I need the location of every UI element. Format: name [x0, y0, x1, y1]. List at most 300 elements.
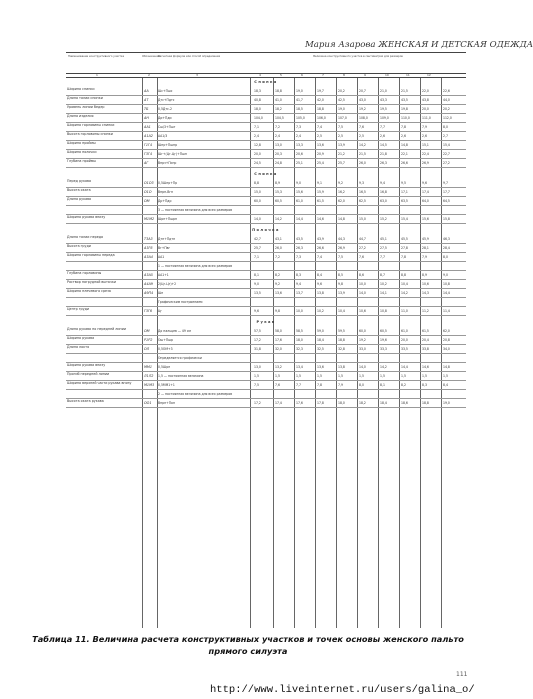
cell-value: 11,2	[422, 309, 429, 313]
cell-value: 15,1	[422, 143, 429, 147]
cell-value: 41,7	[296, 98, 303, 102]
cell-value: 104,5	[275, 116, 284, 120]
cell-value: 1,5	[380, 374, 385, 378]
cell-value: 26,0	[359, 161, 366, 165]
cell-value: 13,6	[275, 291, 282, 295]
cell-value: 1,5	[317, 374, 322, 378]
cell-value: 12,8	[254, 143, 261, 147]
table-note-row	[66, 206, 466, 215]
cell-value: 104,0	[254, 116, 263, 120]
cell-value: 10,4	[338, 309, 345, 313]
table-row	[66, 280, 466, 289]
cell-value: 41,0	[275, 98, 282, 102]
cell-value: 15,2	[380, 217, 387, 221]
table-row	[66, 215, 466, 224]
table-row	[66, 197, 466, 206]
cell-value: 28,4	[443, 246, 450, 250]
row-formula: Шрн+Пшрн	[158, 217, 178, 221]
cell-value: 63,0	[380, 199, 387, 203]
cell-value: 2,6	[422, 134, 427, 138]
cell-value: 25,1	[296, 161, 303, 165]
cell-value: 25,4	[317, 161, 324, 165]
row-label: Центр груди	[67, 307, 90, 311]
column-number: 12	[427, 73, 431, 77]
cell-value: 14,8	[338, 217, 345, 221]
row-symbol: Р1Р2	[144, 338, 153, 342]
cell-value: 1,5	[422, 374, 427, 378]
cell-value: 59,0	[317, 329, 324, 333]
cell-value: 13,3	[296, 143, 303, 147]
column-number: 5	[280, 73, 282, 77]
cell-value: 10,2	[380, 282, 387, 286]
cell-value: 44,3	[338, 237, 345, 241]
table-row	[66, 132, 466, 141]
cell-value: 10,8	[443, 282, 450, 286]
cell-value: 8,3	[296, 273, 301, 277]
cell-value: 14,2	[380, 365, 387, 369]
row-label: Длина изделия	[67, 114, 94, 118]
cell-value: 18,3	[254, 89, 261, 93]
row-formula: Шг+(Цг-Цг)+Пшп	[158, 152, 187, 156]
cell-value: 14,0	[359, 291, 366, 295]
cell-value: 10,4	[401, 282, 408, 286]
cell-value: 60,5	[275, 199, 282, 203]
cell-value: 62,0	[338, 199, 345, 203]
table-row	[66, 123, 466, 132]
cell-value: 9,1	[317, 181, 322, 185]
row-symbol: А3Г6	[144, 246, 153, 250]
row-formula: Впрп+Поп	[158, 401, 175, 405]
cell-value: 19,0	[443, 401, 450, 405]
cell-value: 15,6	[422, 217, 429, 221]
cell-value: 27,5	[380, 246, 387, 250]
cell-value: 27,2	[359, 246, 366, 250]
cell-value: 15,4	[443, 143, 450, 147]
cell-value: 17,4	[275, 401, 282, 405]
row-note: Графическим построением	[158, 300, 203, 304]
cell-value: 7,6	[359, 255, 364, 259]
row-label: Ширина рукава внизу	[67, 363, 106, 367]
cell-value: 7,9	[422, 125, 427, 129]
cell-value: 13,9	[338, 291, 345, 295]
row-formula: Цг	[158, 309, 163, 313]
row-symbol: АТ	[144, 98, 149, 102]
cell-value: 11,0	[401, 309, 408, 313]
cell-value: 13,6	[317, 143, 324, 147]
table-row	[66, 141, 466, 150]
table-row	[66, 307, 466, 316]
row-symbol: ТБ	[144, 107, 149, 111]
cell-value: 9,2	[338, 181, 343, 185]
cell-value: 61,5	[422, 329, 429, 333]
cell-value: 26,6	[401, 161, 408, 165]
cell-value: 62,0	[443, 329, 450, 333]
cell-value: 61,5	[317, 199, 324, 203]
row-formula: 2(Цг-Цг)+2	[158, 282, 177, 286]
cell-value: 9,8	[338, 282, 343, 286]
cell-value: 8,0	[359, 383, 364, 387]
cell-value: 18,8	[275, 89, 282, 93]
cell-value: 8,4	[317, 273, 322, 277]
row-symbol: А9П4	[144, 291, 154, 295]
cell-value: 31,8	[254, 347, 261, 351]
cell-value: 26,9	[422, 161, 429, 165]
row-formula: Сш/3+Пшг	[158, 125, 176, 129]
row-note: 3 — постоянная величина для всех размеров	[158, 208, 233, 212]
row-symbol: АН	[144, 116, 149, 120]
section-title: Спинка	[254, 80, 278, 84]
cell-value: 19,5	[380, 107, 387, 111]
cell-value: 17,8	[317, 401, 324, 405]
cell-value: 16,2	[338, 190, 345, 194]
cell-value: 16,8	[380, 190, 387, 194]
cell-value: 14,0	[254, 217, 261, 221]
cell-value: 20,0	[422, 107, 429, 111]
cell-value: 19,7	[317, 89, 324, 93]
row-label: Высота оката	[67, 188, 91, 192]
cell-value: 9,8	[275, 309, 280, 313]
cell-value: 20,4	[422, 338, 429, 342]
cell-value: 1,5	[275, 374, 280, 378]
row-formula: 0,5Дтс-2	[158, 107, 172, 111]
cell-value: 10,0	[296, 309, 303, 313]
cell-value: 44,7	[359, 237, 366, 241]
row-formula: 0,5Шрн	[158, 365, 171, 369]
cell-value: 9,2	[275, 282, 280, 286]
column-number: 7	[322, 73, 324, 77]
cell-value: 61,0	[401, 329, 408, 333]
cell-value: 14,2	[275, 217, 282, 221]
cell-value: 21,5	[359, 152, 366, 156]
cell-value: 16,5	[359, 190, 366, 194]
row-label: Ширина верхней части рукава внизу	[67, 381, 132, 385]
row-label: Ширина горловины переда	[67, 253, 115, 257]
cell-value: 42,0	[317, 98, 324, 102]
cell-value: 27,8	[401, 246, 408, 250]
cell-value: 109,0	[380, 116, 389, 120]
cell-value: 20,7	[359, 89, 366, 93]
cell-value: 58,5	[296, 329, 303, 333]
cell-value: 27,2	[443, 161, 450, 165]
row-label: Высота груди	[67, 244, 91, 248]
cell-value: 28,1	[422, 246, 429, 250]
cell-value: 19,0	[338, 107, 345, 111]
cell-value: 7,5	[254, 383, 259, 387]
row-formula: АА1/3	[158, 134, 168, 138]
row-formula: 0,5ММ1+1	[158, 383, 175, 387]
table-row	[66, 159, 466, 168]
cell-value: 1,5	[338, 374, 343, 378]
cell-value: 7,6	[275, 383, 280, 387]
cell-value: 8,1	[254, 273, 259, 277]
cell-value: 18,4	[317, 338, 324, 342]
cell-value: 18,0	[296, 338, 303, 342]
row-label: Ширина плечевого среза	[67, 289, 111, 293]
row-label: Ширина рукава	[67, 336, 95, 340]
cell-value: 32,8	[338, 347, 345, 351]
cell-value: 17,6	[275, 338, 282, 342]
cell-value: 42,7	[254, 237, 261, 241]
cell-value: 21,8	[380, 152, 387, 156]
table-column-headers	[66, 52, 466, 74]
cell-value: 9,0	[296, 181, 301, 185]
table-row	[66, 96, 466, 105]
cell-value: 108,0	[359, 116, 368, 120]
row-label: Длина рукава по передней линии	[67, 327, 126, 331]
row-formula: Шп	[158, 291, 164, 295]
row-symbol: ОЛ	[144, 347, 150, 351]
cell-value: 21,2	[338, 152, 345, 156]
cell-value: 8,9	[275, 181, 280, 185]
row-symbol: О1О	[144, 190, 152, 194]
cell-value: 18,8	[338, 338, 345, 342]
cell-value: 19,2	[359, 338, 366, 342]
row-symbol: АА	[144, 89, 149, 93]
cell-value: 45,1	[380, 237, 387, 241]
cell-value: 26,0	[275, 246, 282, 250]
column-number: 9	[364, 73, 366, 77]
cell-value: 7,4	[317, 125, 322, 129]
cell-value: 42,5	[338, 98, 345, 102]
cell-value: 14,5	[380, 143, 387, 147]
column-number: 11	[406, 73, 410, 77]
cell-value: 19,8	[401, 107, 408, 111]
scanned-table	[66, 52, 466, 630]
cell-value: 1,5	[359, 374, 364, 378]
cell-value: 9,5	[401, 181, 406, 185]
cell-value: 43,1	[275, 237, 282, 241]
row-formula: Впрз+Пспр	[158, 161, 177, 165]
section-title: Рукав	[256, 320, 276, 324]
table-row	[66, 235, 466, 244]
figure-caption: Таблица 11. Величина расчета конструктивных участков и точек основы женского пальто прямого силуэта	[32, 634, 464, 656]
row-symbol: АА1	[144, 125, 151, 129]
cell-value: 17,2	[254, 338, 261, 342]
source-url[interactable]: http://www.liveinternet.ru/users/galina_o/	[210, 684, 475, 696]
cell-value: 46,3	[443, 237, 450, 241]
cell-value: 60,0	[359, 329, 366, 333]
cell-value: 7,8	[317, 383, 322, 387]
cell-value: 7,7	[380, 125, 385, 129]
cell-value: 20,3	[275, 152, 282, 156]
table-row	[66, 327, 466, 336]
cell-value: 7,8	[401, 125, 406, 129]
row-formula: Вг+Пвг	[158, 246, 171, 250]
cell-value: 13,0	[275, 143, 282, 147]
cell-value: 8,2	[401, 383, 406, 387]
table-note-row	[66, 262, 466, 271]
cell-value: 1,5	[401, 374, 406, 378]
table-body	[66, 78, 466, 630]
cell-value: 26,3	[380, 161, 387, 165]
cell-value: 24,5	[254, 161, 261, 165]
table-row	[66, 114, 466, 123]
cell-value: 18,8	[317, 107, 324, 111]
row-symbol: ОМ	[144, 329, 150, 333]
cell-value: 26,6	[317, 246, 324, 250]
cell-value: 111,0	[422, 116, 431, 120]
cell-value: 58,0	[275, 329, 282, 333]
row-formula: Шпр+Пшпр	[158, 143, 178, 147]
cell-value: 60,5	[380, 329, 387, 333]
row-formula: Дтс+Пдтс	[158, 98, 175, 102]
cell-value: 7,2	[275, 125, 280, 129]
row-formula: Ош+Пшр	[158, 338, 173, 342]
cell-value: 33,0	[359, 347, 366, 351]
cell-value: 8,7	[380, 273, 385, 277]
table-note-row	[66, 354, 466, 363]
cell-value: 8,0	[443, 255, 448, 259]
cell-value: 21,0	[380, 89, 387, 93]
cell-value: 26,3	[296, 246, 303, 250]
cell-value: 14,2	[401, 291, 408, 295]
cell-value: 43,0	[359, 98, 366, 102]
cell-value: 17,6	[296, 401, 303, 405]
cell-value: 7,6	[359, 125, 364, 129]
cell-value: 14,4	[296, 217, 303, 221]
cell-value: 15,3	[275, 190, 282, 194]
row-label: Уровень линии бедер	[67, 105, 105, 109]
table-note-row	[66, 390, 466, 399]
row-symbol: ОО1	[144, 401, 152, 405]
row-label: Длина талии спинки	[67, 96, 103, 100]
cell-value: 8,8	[254, 181, 259, 185]
row-note: 1 — постоянная величина для всех размеров	[158, 264, 233, 268]
row-label: Глубина горловины	[67, 271, 102, 275]
cell-value: 13,0	[254, 365, 261, 369]
cell-value: 13,6	[317, 365, 324, 369]
cell-value: 106,0	[317, 116, 326, 120]
cell-value: 44,0	[443, 98, 450, 102]
cell-value: 22,6	[443, 89, 450, 93]
cell-value: 105,0	[296, 116, 305, 120]
row-symbol: О1О3	[144, 181, 154, 185]
cell-value: 13,8	[338, 365, 345, 369]
row-symbol: М1М2	[144, 217, 155, 221]
cell-value: 15,0	[254, 190, 261, 194]
cell-value: 21,5	[401, 89, 408, 93]
cell-value: 7,8	[401, 255, 406, 259]
cell-value: 9,7	[443, 181, 448, 185]
cell-value: 33,3	[380, 347, 387, 351]
section-title: Полочка	[252, 228, 280, 232]
cell-value: 32,3	[296, 347, 303, 351]
table-row	[66, 87, 466, 96]
cell-value: 18,0	[254, 107, 261, 111]
col-header-symbol: Обозначение	[142, 55, 160, 58]
cell-value: 7,2	[275, 255, 280, 259]
table-row	[66, 244, 466, 253]
cell-value: 8,6	[359, 273, 364, 277]
cell-value: 26,9	[338, 246, 345, 250]
cell-value: 8,1	[380, 383, 385, 387]
row-symbol: А3А4	[144, 255, 153, 259]
cell-value: 10,8	[380, 309, 387, 313]
cell-value: 13,7	[296, 291, 303, 295]
row-formula: Впрп-Вгп	[158, 190, 174, 194]
cell-value: 60,0	[254, 199, 261, 203]
row-formula: До пальцев — 49 см	[158, 329, 191, 333]
column-number: 8	[343, 73, 345, 77]
table-row	[66, 150, 466, 159]
cell-value: 9,6	[317, 282, 322, 286]
table-row	[66, 253, 466, 262]
table-row	[66, 345, 466, 354]
cell-value: 18,2	[359, 401, 366, 405]
cell-value: 43,8	[422, 98, 429, 102]
row-symbol: Л1Л2	[144, 374, 154, 378]
cell-value: 20,0	[254, 152, 261, 156]
row-note: Определяется графически	[158, 356, 202, 360]
cell-value: 43,5	[296, 237, 303, 241]
running-header: Мария Азарова ЖЕНСКАЯ И ДЕТСКАЯ ОДЕЖДА	[305, 40, 533, 50]
cell-value: 8,8	[401, 273, 406, 277]
cell-value: 14,8	[401, 143, 408, 147]
table-row	[66, 289, 466, 298]
cell-value: 18,4	[380, 401, 387, 405]
cell-value: 19,2	[359, 107, 366, 111]
page-number: 111	[456, 671, 468, 678]
cell-value: 9,6	[254, 309, 259, 313]
cell-value: 2,6	[380, 134, 385, 138]
cell-value: 9,4	[296, 282, 301, 286]
table-row	[66, 399, 466, 408]
row-formula: Дтп+Пдтп	[158, 237, 176, 241]
row-symbol: ОМ	[144, 199, 150, 203]
cell-value: 9,4	[380, 181, 385, 185]
cell-value: 62,5	[359, 199, 366, 203]
cell-value: 7,1	[254, 125, 259, 129]
row-formula: 0,5Шпр+Пр	[158, 181, 178, 185]
row-symbol: Т3А3	[144, 237, 153, 241]
cell-value: 13,9	[338, 143, 345, 147]
cell-value: 22,0	[422, 89, 429, 93]
table-row	[66, 336, 466, 345]
cell-value: 20,6	[296, 152, 303, 156]
cell-value: 13,5	[254, 291, 261, 295]
cell-value: 2,5	[338, 134, 343, 138]
row-formula: АА1+1	[158, 273, 169, 277]
cell-value: 18,0	[338, 401, 345, 405]
col-header-formula: Расчетная формула или способ определения	[158, 55, 221, 58]
cell-value: 107,0	[338, 116, 347, 120]
table-row	[66, 271, 466, 280]
cell-value: 14,0	[359, 365, 366, 369]
cell-value: 13,2	[275, 365, 282, 369]
cell-value: 15,9	[317, 190, 324, 194]
cell-value: 7,4	[317, 255, 322, 259]
cell-value: 25,7	[254, 246, 261, 250]
cell-value: 7,7	[380, 255, 385, 259]
cell-value: 2,4	[275, 134, 280, 138]
cell-value: 22,1	[401, 152, 408, 156]
cell-value: 20,8	[443, 338, 450, 342]
cell-value: 15,0	[359, 217, 366, 221]
cell-value: 19,0	[296, 89, 303, 93]
row-label: Ширина полочки	[67, 150, 97, 154]
cell-value: 110,0	[401, 116, 410, 120]
cell-value: 33,8	[422, 347, 429, 351]
cell-value: 32,0	[275, 347, 282, 351]
row-symbol: А4А9	[144, 282, 153, 286]
cell-value: 2,4	[254, 134, 259, 138]
table-row	[66, 188, 466, 197]
row-label: Ширина горловины спинки	[67, 123, 115, 127]
cell-value: 8,9	[422, 273, 427, 277]
cell-value: 1,5	[296, 374, 301, 378]
section-title: Спинка	[254, 172, 278, 176]
row-formula: Др+Пдр	[158, 199, 172, 203]
